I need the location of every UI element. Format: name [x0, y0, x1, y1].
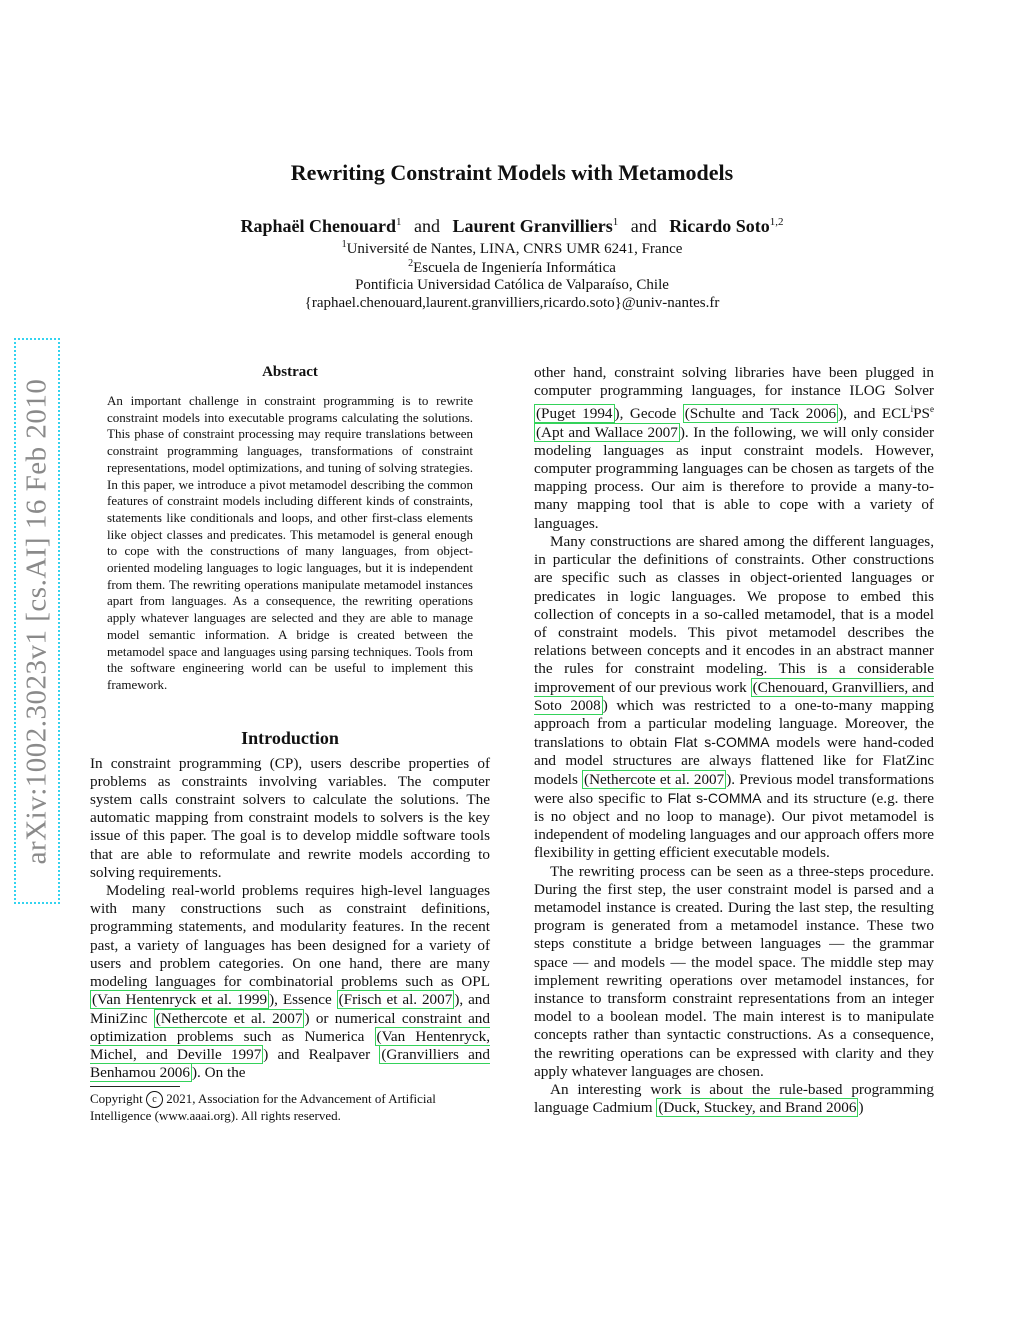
text: ) which was restricted to a one-to-many mapping approach from a particular modeling language. Moreover, the translations to obtain	[534, 696, 934, 752]
text: ) or numerical constraint and optimization problems such as Numerica	[90, 1009, 490, 1045]
footnote-text: 2021, Association for the Advancement of Artificial Intelligence (www.aaai.org). All rights reserved.	[90, 1091, 436, 1124]
citation-link[interactable]: (Van Hentenryck et al. 1999	[92, 991, 268, 1009]
text: An interesting work is about the rule-based programming language Cadmium	[534, 1080, 934, 1117]
arxiv-stamp	[14, 338, 60, 904]
author-emails: {raphael.chenouard,laurent.granvilliers,ricardo.soto}@univ-nantes.fr	[304, 295, 720, 311]
text: ). In the following, we will only consider modeling languages as input constraint models. However, computer programming languages can be chosen as targets of the mapping process. Our aim is therefore to provide a many-to-many mapping tool that is able to cope with a variety of languages.	[534, 423, 935, 532]
flat-s-comma: Flat s-COMMA	[674, 734, 770, 751]
text: )	[858, 1099, 864, 1117]
text: models were hand-coded and model structures are always flattened like for FlatZinc models	[534, 734, 934, 788]
text: ). Previous model transformations were also specific to	[534, 770, 934, 807]
author-1-affil: 1	[396, 216, 402, 228]
arxiv-id[interactable]: arXiv:1002.3023v1 [cs.AI] 16 Feb 2010	[20, 378, 53, 864]
abstract-text: An important challenge in constraint programming is to rewrite constraint models into executable programs calculating the solutions. This phase of constraint processing may require translations between constraint programming languages, transformations of constraint representations, model optimizations, and tuning of solving strategies. In this paper, we introduce a pivot metamodel describing the common features of constraint models including different kinds of constraints, statements like conditionals and loops, and other first-class elements like object classes and predicates. This metamodel is general enough to cope with the constructions of many languages, from object-oriented modeling languages to logic languages, but it is independent from them. The rewriting operations manipulate metamodel instances apart from languages. As a consequence, the rewriting operations apply whatever languages are selected and they are able to manage model semantic information. A bridge is created between the metamodel space and languages using parsing techniques. Tools from the software engineering world can be useful to implement this framework.	[107, 393, 473, 692]
footnote-rule	[90, 1086, 180, 1087]
footnote-pre: Copyright	[90, 1091, 146, 1107]
text: ) and Realpaver	[263, 1045, 380, 1063]
superscript: e	[930, 404, 935, 415]
text: ), and ECL	[838, 405, 911, 423]
citation-link[interactable]: (Nethercote et al. 2007	[155, 1009, 303, 1027]
author-2: Laurent Granvilliers	[452, 216, 613, 236]
author-1: Raphaël Chenouard	[240, 216, 397, 236]
citation-link[interactable]: (Granvilliers and Benhamou 2006	[90, 1045, 490, 1082]
text: ), and MiniZinc	[90, 991, 490, 1027]
left-column	[90, 364, 490, 1124]
affil-1-mark: 1	[341, 239, 347, 250]
author-3: Ricardo Soto	[669, 216, 770, 236]
citation-link[interactable]: (Apt and Wallace 2007	[536, 423, 678, 441]
affil-2-text: Escuela de Ingeniería Informática	[413, 260, 616, 276]
intro-paragraph-1: In constraint programming (CP), users describe properties of problems as constraints involving variables. The computer system calls constraint solvers to calculate the solutions. The automatic mapping from constraint models to solvers is the key issue of this paper. The goal is to develop middle software tools that are able to reformulate and rewrite models according to solving requirements.	[90, 754, 490, 881]
citation-link[interactable]: (Frisch et al. 2007	[338, 991, 453, 1009]
copyright-footnote	[90, 1091, 490, 1124]
right-paragraph-2	[534, 533, 934, 863]
affil-2-mark: 2	[408, 258, 414, 269]
text: ), Essence	[269, 991, 337, 1009]
citation-link[interactable]: (Duck, Stuckey, and Brand 2006	[658, 1099, 857, 1117]
citation-link[interactable]: (Schulte and Tack 2006	[684, 405, 837, 423]
and-1: and	[414, 216, 441, 236]
citation-link[interactable]: (Chenouard, Granvilliers, and Soto 2008	[534, 678, 934, 714]
right-paragraph-3: The rewriting process can be seen as a three-steps procedure. During the first step, the user constraint model is parsed and a metamodel instance is created. During the last step, the resulting program is generated from a metamodel instance. These two steps constitute a bridge between languages — the grammar space — and models — the model space. The middle step may implement rewriting operations over metamodel instances, for instance to transform constraint representations from an integer model to a boolean model. The main interest is to manipulate concepts rather than syntactic constructions. As a consequence, the rewriting operations can be expressed with clarity and they apply whatever languages are chosen.	[534, 862, 934, 1080]
copyright-icon: c	[146, 1091, 163, 1108]
introduction-heading: Introduction	[241, 727, 339, 748]
affil-1-text: Université de Nantes, LINA, CNRS UMR 6241, France	[346, 241, 683, 257]
intro-paragraph-2	[90, 882, 490, 1082]
text: and its structure (e.g. there is no object and no loop to manage). Our pivot metamodel is independent of modeling languages and our approach offers more flexibility in getting efficient executable models.	[534, 789, 934, 862]
citation-link[interactable]: (Van Hentenryck, Michel, and Deville 1997	[90, 1027, 491, 1063]
affiliation-3: Pontificia Universidad Católica de Valparaíso, Chile	[355, 277, 669, 293]
text: other hand, constraint solving libraries have been plugged in computer programming languages, for instance ILOG Solver	[534, 364, 934, 400]
author-2-affil: 1	[612, 216, 619, 228]
text: Modeling real-world problems requires high-level languages with many constructions such as constraint definitions, programming statements, and modularity features. In the recent past, a variety of languages has been designed for a variety of users and problem categories. On one hand, there are many modeling languages for combinatorial problems such as OPL	[90, 882, 490, 991]
right-column	[534, 364, 934, 1117]
and-2: and	[630, 216, 657, 236]
paper-title: Rewriting Constraint Models with Metamodels	[290, 160, 734, 185]
superscript: i	[910, 404, 914, 415]
right-paragraph-4	[534, 1081, 934, 1117]
right-paragraph-1	[534, 364, 934, 533]
citation-link[interactable]: (Puget 1994	[536, 405, 613, 423]
abstract-heading: Abstract	[262, 364, 318, 380]
citation-link[interactable]: (Nethercote et al. 2007	[584, 770, 725, 788]
text: ), Gecode	[614, 405, 683, 423]
author-3-affil: 1,2	[769, 216, 784, 228]
flat-s-comma: Flat s-COMMA	[667, 789, 762, 806]
affiliation-2	[0, 258, 1024, 277]
text: PS	[913, 405, 931, 423]
text: ). On the	[191, 1064, 246, 1082]
author-line	[0, 216, 1024, 237]
text: Many constructions are shared among the different languages, in particular the definitions of constraints. Other constructions are specific such as classes in object-oriented languages or predicates in logic languages. We propose to embed this collection of concepts in a so-called metamodel, that is a model of constraint models. This pivot metamodel describes the relations between concepts and it encodes in an abstract manner the rules for constraint modeling. This is a considerable improvement of our previous work	[534, 532, 934, 696]
affiliation-1	[0, 239, 1024, 258]
